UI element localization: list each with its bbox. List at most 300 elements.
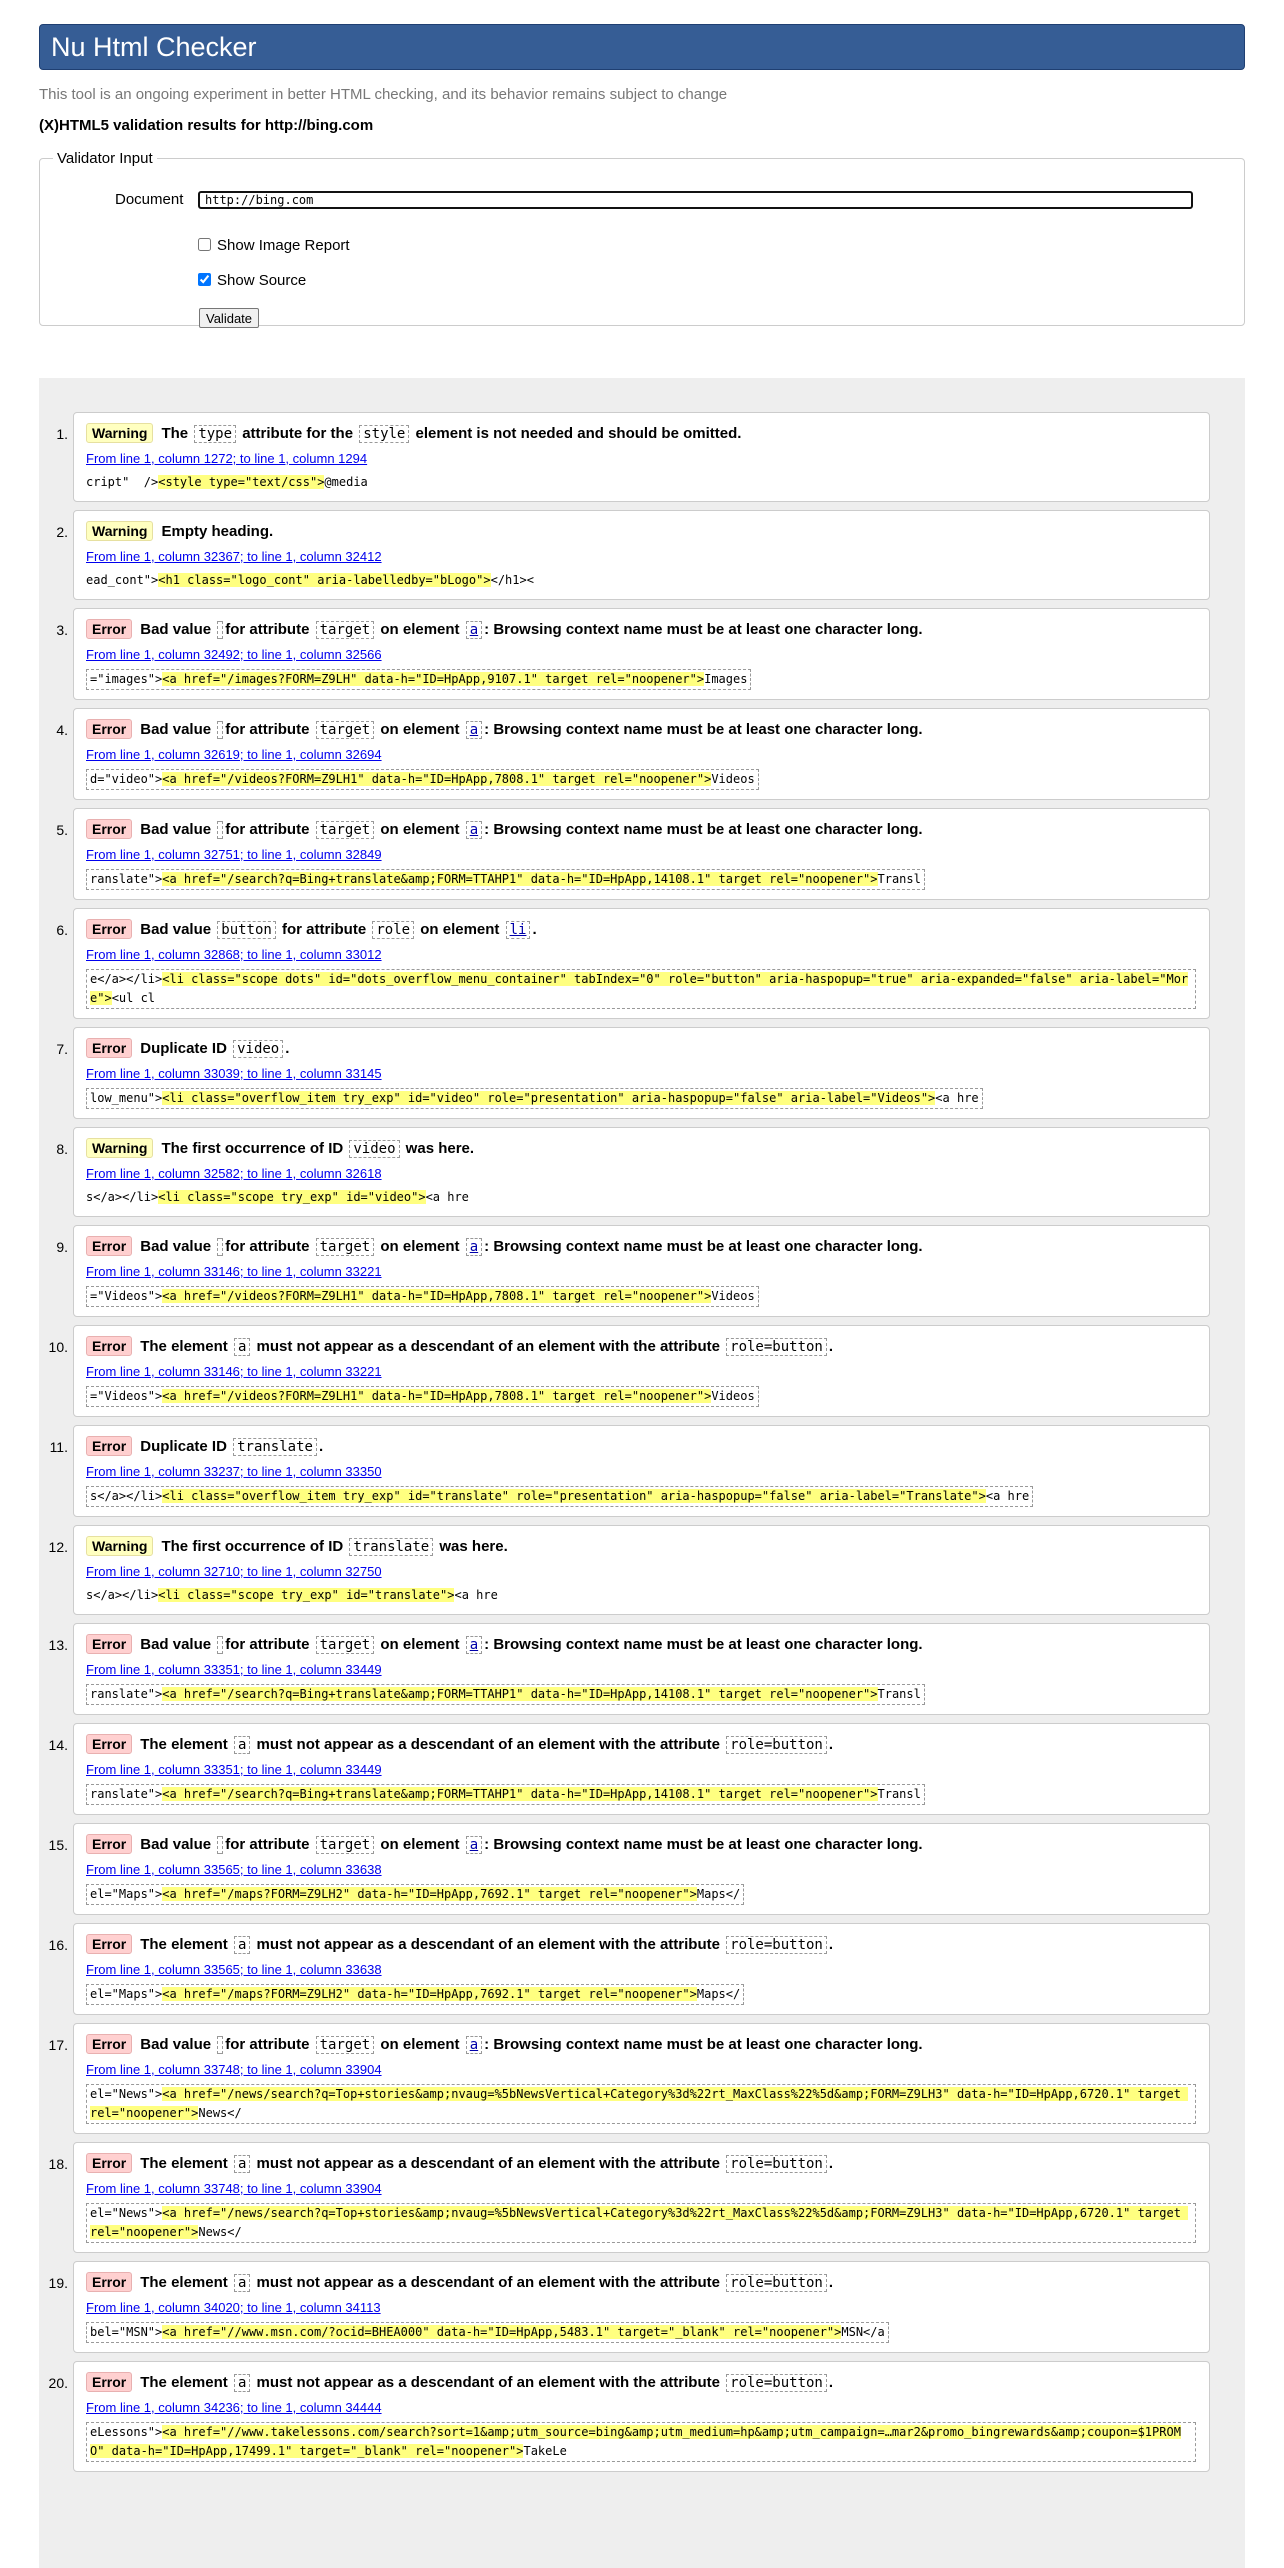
source-extract <box>86 571 534 590</box>
results-title: (X)HTML5 validation results for http://bing.com <box>39 117 374 134</box>
error-badge: Error <box>86 919 132 939</box>
source-extract <box>86 2203 1196 2243</box>
extract-context: ="images"> <box>90 672 163 686</box>
message-item <box>56 708 1210 800</box>
extract-highlight: <a href="/images?FORM=Z9LH" data-h="ID=HpApp,9107.1" target rel="noopener"> <box>162 672 705 686</box>
message-text-part: Duplicate ID <box>140 1040 232 1057</box>
source-extract <box>86 1784 925 1805</box>
message-item <box>56 908 1210 1019</box>
message-text-part: Bad value <box>140 1238 216 1255</box>
message-text-part: The first occurrence of ID <box>161 1538 348 1555</box>
source-location-link[interactable]: From line 1, column 32868; to line 1, column 33012 <box>86 947 382 962</box>
extract-highlight: <a href="//www.msn.com/?ocid=BHEA000" data-h="ID=HpApp,5483.1" target="_blank" rel="noopener"> <box>162 2325 842 2339</box>
message-text <box>86 1536 1196 1558</box>
element-spec-link[interactable]: a <box>466 621 482 639</box>
message-text-part: : Browsing context name must be at least one character long. <box>484 2036 923 2053</box>
validator-input-fieldset <box>39 150 1245 326</box>
message-text-part: for attribute <box>225 821 314 838</box>
code-token <box>217 1636 223 1654</box>
extract-context: Transl <box>877 872 921 886</box>
error-badge: Error <box>86 1734 132 1754</box>
element-spec-link[interactable]: a <box>466 1238 482 1256</box>
error-badge: Error <box>86 1336 132 1356</box>
message-text-part: was here. <box>401 1140 475 1157</box>
code-token: target <box>316 2036 375 2054</box>
extract-context: MSN</a <box>841 2325 885 2339</box>
message-text-part: must not appear as a descendant of an element with the attribute <box>252 1736 725 1753</box>
extract-context: el="News"> <box>90 2087 163 2101</box>
source-location-link[interactable]: From line 1, column 32751; to line 1, column 32849 <box>86 847 382 862</box>
message-text-part: The element <box>140 2374 232 2391</box>
message-number: 12. <box>48 1539 68 1555</box>
message-number: 10. <box>48 1339 68 1355</box>
document-url-input[interactable] <box>198 191 1193 209</box>
extract-context: <a hre <box>935 1091 979 1105</box>
message-text-part: The first occurrence of ID <box>161 1140 348 1157</box>
extract-context: s</a></li> <box>90 1489 163 1503</box>
message-text-part: The element <box>140 1936 232 1953</box>
code-token: role=button <box>726 2274 827 2292</box>
message-number: 2. <box>56 524 68 540</box>
extract-highlight: <a href="/news/search?q=Top+stories&amp;nvaug=%5bNewsVertical+Category%3d%22rt_MaxClass%22%5d&amp;FORM=Z9LH3" data-h="ID=HpApp,6720.1" target rel="noopener"> <box>90 2206 1189 2239</box>
message-text-part: Duplicate ID <box>140 1438 232 1455</box>
message-item <box>49 1425 1210 1517</box>
code-token: video <box>349 1140 399 1158</box>
code-token: target <box>316 821 375 839</box>
extract-context: ead_cont"> <box>86 573 159 587</box>
message-text-part: on element <box>376 1836 464 1853</box>
show-source-label: Show Source <box>217 272 307 289</box>
message-text-part: Bad value <box>140 1836 216 1853</box>
message-text-part: must not appear as a descendant of an element with the attribute <box>252 2274 725 2291</box>
message-text <box>86 2153 1196 2175</box>
extract-highlight: <a href="/videos?FORM=Z9LH1" data-h="ID=HpApp,7808.1" target rel="noopener"> <box>162 772 712 786</box>
extract-context: ="Videos"> <box>90 1289 163 1303</box>
extract-context: <a hre <box>425 1190 469 1204</box>
message-text <box>86 1138 1196 1160</box>
message-text <box>86 1236 1196 1258</box>
error-badge: Error <box>86 2372 132 2392</box>
extract-context: <ul cl <box>111 991 156 1005</box>
message-text-part: Bad value <box>140 921 216 938</box>
element-spec-link[interactable]: a <box>466 821 482 839</box>
source-location-link[interactable]: From line 1, column 33146; to line 1, column 33221 <box>86 1364 382 1379</box>
code-token: a <box>234 1736 250 1754</box>
message-text <box>86 1634 1196 1656</box>
code-token: target <box>316 1238 375 1256</box>
extract-context: Transl <box>877 1787 921 1801</box>
message-text-part: . <box>318 1438 324 1455</box>
element-spec-link[interactable]: a <box>466 2036 482 2054</box>
page-title: Nu Html Checker <box>51 32 257 62</box>
message-text-part: The element <box>140 2274 232 2291</box>
code-token <box>217 821 223 839</box>
source-extract <box>86 1486 1033 1507</box>
source-location-link[interactable]: From line 1, column 33039; to line 1, column 33145 <box>86 1066 382 1081</box>
message-number: 3. <box>56 622 68 638</box>
message-number: 16. <box>48 1937 68 1953</box>
message-item <box>48 2142 1210 2253</box>
message-text-part: was here. <box>435 1538 508 1555</box>
message-text-part: : Browsing context name must be at least one character long. <box>484 1238 923 1255</box>
message-item <box>48 1525 1210 1615</box>
extract-highlight: <style type="text/css"> <box>158 475 325 489</box>
error-badge: Error <box>86 1436 132 1456</box>
message-text-part: attribute for the <box>238 425 358 442</box>
code-token <box>217 1238 223 1256</box>
source-extract <box>86 2322 889 2343</box>
message-number: 17. <box>48 2037 68 2053</box>
message-text-part: The element <box>140 2155 232 2172</box>
warning-badge: Warning <box>86 423 153 443</box>
message-text <box>86 2272 1196 2294</box>
extract-context: TakeLe <box>523 2444 567 2458</box>
code-token: target <box>316 621 375 639</box>
message-number: 8. <box>56 1141 68 1157</box>
message-text-part: for attribute <box>225 1836 314 1853</box>
source-extract <box>86 1586 498 1605</box>
message-item <box>56 608 1210 700</box>
extract-context: Videos <box>711 1289 755 1303</box>
message-text-part: for attribute <box>225 621 314 638</box>
message-text-part: The <box>161 425 193 442</box>
source-location-link[interactable]: From line 1, column 32710; to line 1, column 32750 <box>86 1564 382 1579</box>
element-spec-link[interactable]: a <box>466 721 482 739</box>
extract-context: ="Videos"> <box>90 1389 163 1403</box>
message-text-part: : Browsing context name must be at least one character long. <box>484 1836 923 1853</box>
message-number: 19. <box>48 2275 68 2291</box>
message-text-part: for attribute <box>225 1636 314 1653</box>
message-text-part: Empty heading. <box>161 523 274 540</box>
extract-highlight: <a href="/maps?FORM=Z9LH2" data-h="ID=HpApp,7692.1" target rel="noopener"> <box>162 1887 697 1901</box>
message-text <box>86 719 1196 741</box>
code-token <box>217 621 223 639</box>
source-location-link[interactable]: From line 1, column 33565; to line 1, column 33638 <box>86 1962 382 1977</box>
message-text-part: : Browsing context name must be at least one character long. <box>484 721 923 738</box>
source-extract <box>86 969 1196 1009</box>
source-extract <box>86 2084 1196 2124</box>
error-badge: Error <box>86 1834 132 1854</box>
extract-context: e</a></li> <box>90 972 163 986</box>
code-token: target <box>316 1836 375 1854</box>
extract-context: News</ <box>198 2225 242 2239</box>
warning-badge: Warning <box>86 521 153 541</box>
extract-highlight: <a href="/videos?FORM=Z9LH1" data-h="ID=HpApp,7808.1" target rel="noopener"> <box>162 1389 712 1403</box>
code-token: target <box>316 1636 375 1654</box>
message-text-part: : Browsing context name must be at least one character long. <box>484 821 923 838</box>
message-text-part: Bad value <box>140 621 216 638</box>
warning-badge: Warning <box>86 1536 153 1556</box>
source-location-link[interactable]: From line 1, column 34020; to line 1, column 34113 <box>86 2300 381 2315</box>
show-image-report-option[interactable] <box>198 237 350 254</box>
error-badge: Error <box>86 2272 132 2292</box>
extract-context: d="video"> <box>90 772 163 786</box>
message-text <box>86 1336 1196 1358</box>
extract-context: News</ <box>198 2106 242 2120</box>
extract-context: <a hre <box>454 1588 498 1602</box>
extract-highlight: <li class="scope try_exp" id="video"> <box>158 1190 426 1204</box>
warning-badge: Warning <box>86 1138 153 1158</box>
code-token: role=button <box>726 1736 827 1754</box>
message-text-part: . <box>828 2155 834 2172</box>
code-token: role <box>372 921 414 939</box>
message-item <box>48 2023 1210 2134</box>
message-text-part: . <box>828 1736 834 1753</box>
source-location-link[interactable]: From line 1, column 32492; to line 1, column 32566 <box>86 647 382 662</box>
message-text-part: on element <box>376 1636 464 1653</box>
extract-context: Videos <box>711 772 755 786</box>
message-text-part: Bad value <box>140 2036 216 2053</box>
message-number: 7. <box>56 1041 68 1057</box>
message-text-part: for attribute <box>277 921 371 938</box>
show-source-option[interactable] <box>198 272 306 289</box>
source-extract <box>86 1088 983 1109</box>
extract-highlight: <li class="overflow_item try_exp" id="translate" role="presentation" aria-haspopup="false" aria-label="Translate"> <box>162 1489 986 1503</box>
message-text-part: . <box>828 2274 834 2291</box>
extract-context: s</a></li> <box>86 1190 159 1204</box>
error-badge: Error <box>86 819 132 839</box>
source-extract <box>86 1286 759 1307</box>
error-badge: Error <box>86 1934 132 1954</box>
message-number: 18. <box>48 2156 68 2172</box>
message-item <box>48 1723 1210 1815</box>
source-extract <box>86 1684 925 1705</box>
error-badge: Error <box>86 1634 132 1654</box>
message-item <box>56 1225 1210 1317</box>
message-text-part: The element <box>140 1736 232 1753</box>
extract-context: <a hre <box>985 1489 1030 1503</box>
extract-context: @media <box>324 475 368 489</box>
extract-context: cript" /> <box>86 475 159 489</box>
message-item <box>56 412 1210 502</box>
element-spec-link[interactable]: a <box>466 1636 482 1654</box>
source-extract <box>86 1984 744 2005</box>
message-text-part: must not appear as a descendant of an element with the attribute <box>252 2374 725 2391</box>
extract-context: eLessons"> <box>90 2425 163 2439</box>
message-number: 1. <box>56 426 68 442</box>
show-source-checkbox[interactable] <box>198 273 211 286</box>
extract-context: Maps</ <box>696 1887 741 1901</box>
message-number: 4. <box>56 722 68 738</box>
extract-highlight: <a href="//www.takelessons.com/search?sort=1&amp;utm_source=bing&amp;utm_medium=hp&amp;utm_campaign=…mar2&promo_bingrewards&amp;coupon=$1PROMO" data-h="ID=HpApp,17499.1" target="_blank" rel="noopener"> <box>90 2425 1181 2458</box>
message-text-part: must not appear as a descendant of an element with the attribute <box>252 1338 725 1355</box>
message-text <box>86 521 1196 543</box>
message-item <box>48 1923 1210 2015</box>
code-token <box>217 2036 223 2054</box>
message-text-part: . <box>828 2374 834 2391</box>
code-token: button <box>217 921 276 939</box>
message-number: 11. <box>49 1439 68 1455</box>
message-text-part: Bad value <box>140 1636 216 1653</box>
message-text <box>86 1436 1196 1458</box>
message-text-part: must not appear as a descendant of an element with the attribute <box>252 1936 725 1953</box>
error-badge: Error <box>86 619 132 639</box>
message-text-part: : Browsing context name must be at least one character long. <box>484 621 923 638</box>
source-location-link[interactable]: From line 1, column 33237; to line 1, column 33350 <box>86 1464 382 1479</box>
source-location-link[interactable]: From line 1, column 32582; to line 1, column 32618 <box>86 1166 382 1181</box>
message-text <box>86 2034 1196 2056</box>
code-token: translate <box>233 1438 317 1456</box>
message-text <box>86 919 1196 941</box>
extract-highlight: <a href="/news/search?q=Top+stories&amp;nvaug=%5bNewsVertical+Category%3d%22rt_MaxClass%22%5d&amp;FORM=Z9LH3" data-h="ID=HpApp,6720.1" target rel="noopener"> <box>90 2087 1189 2120</box>
code-token: a <box>234 1936 250 1954</box>
source-extract <box>86 1386 759 1407</box>
message-text <box>86 423 1196 445</box>
message-text-part: on element <box>376 1238 464 1255</box>
message-item <box>56 510 1210 600</box>
message-number: 9. <box>56 1239 68 1255</box>
message-text <box>86 619 1196 641</box>
element-spec-link[interactable]: a <box>466 1836 482 1854</box>
message-text-part: on element <box>376 2036 464 2053</box>
extract-context: ranslate"> <box>90 1787 163 1801</box>
source-location-link[interactable]: From line 1, column 33748; to line 1, column 33904 <box>86 2062 382 2077</box>
code-token: target <box>316 721 375 739</box>
code-token: type <box>194 425 236 443</box>
extract-context: Transl <box>877 1687 921 1701</box>
message-text-part: Bad value <box>140 821 216 838</box>
extract-highlight: <a href="/search?q=Bing+translate&amp;FORM=TTAHP1" data-h="ID=HpApp,14108.1" target rel="noopener"> <box>162 1687 878 1701</box>
message-number: 5. <box>56 822 68 838</box>
source-location-link[interactable]: From line 1, column 1272; to line 1, column 1294 <box>86 451 368 466</box>
source-location-link[interactable]: From line 1, column 33351; to line 1, column 33449 <box>86 1662 382 1677</box>
message-number: 20. <box>48 2375 68 2391</box>
message-text-part: element is not needed and should be omitted. <box>411 425 742 442</box>
message-number: 15. <box>48 1837 68 1853</box>
message-text-part: on element <box>376 821 464 838</box>
error-badge: Error <box>86 2034 132 2054</box>
extract-highlight: <h1 class="logo_cont" aria-labelledby="bLogo"> <box>158 573 491 587</box>
header-bar <box>39 24 1245 70</box>
extract-context: el="Maps"> <box>90 1887 163 1901</box>
extract-context: Images <box>704 672 748 686</box>
code-token: role=button <box>726 2374 827 2392</box>
source-location-link[interactable]: From line 1, column 32619; to line 1, column 32694 <box>86 747 382 762</box>
extract-highlight: <a href="/search?q=Bing+translate&amp;FORM=TTAHP1" data-h="ID=HpApp,14108.1" target rel="noopener"> <box>162 872 878 886</box>
message-text-part: must not appear as a descendant of an element with the attribute <box>252 2155 725 2172</box>
code-token: translate <box>349 1538 433 1556</box>
message-text-part: for attribute <box>225 1238 314 1255</box>
validator-input-legend: Validator Input <box>57 150 153 167</box>
message-text <box>86 2372 1196 2394</box>
message-item <box>48 2261 1210 2353</box>
message-item <box>48 1325 1210 1417</box>
message-number: 14. <box>48 1737 68 1753</box>
source-location-link[interactable]: From line 1, column 33565; to line 1, column 33638 <box>86 1862 382 1877</box>
code-token: role=button <box>726 1936 827 1954</box>
show-image-report-checkbox[interactable] <box>198 238 211 251</box>
message-text <box>86 1834 1196 1856</box>
extract-context: s</a></li> <box>86 1588 159 1602</box>
extract-highlight: <a href="/maps?FORM=Z9LH2" data-h="ID=HpApp,7692.1" target rel="noopener"> <box>162 1987 697 2001</box>
code-token: a <box>234 2155 250 2173</box>
code-token: a <box>234 2274 250 2292</box>
results-panel <box>39 378 1245 2568</box>
source-location-link[interactable]: From line 1, column 34236; to line 1, column 34444 <box>86 2400 382 2415</box>
intro-text: This tool is an ongoing experiment in better HTML checking, and its behavior remains subject to change <box>39 86 728 103</box>
element-spec-link[interactable]: li <box>506 921 531 939</box>
message-item <box>48 1623 1210 1715</box>
code-token: a <box>234 2374 250 2392</box>
source-location-link[interactable]: From line 1, column 32367; to line 1, column 32412 <box>86 549 382 564</box>
message-text-part: for attribute <box>225 721 314 738</box>
message-item <box>56 1027 1210 1119</box>
message-text-part: . <box>828 1338 834 1355</box>
extract-highlight: <li class="scope dots" id="dots_overflow_menu_container" tabIndex="0" role="button" aria-haspopup="true" aria-expanded="false" aria-label="More"> <box>90 972 1189 1005</box>
error-badge: Error <box>86 1038 132 1058</box>
extract-highlight: <li class="scope try_exp" id="translate"> <box>158 1588 455 1602</box>
extract-context: low_menu"> <box>90 1091 163 1105</box>
source-extract <box>86 1188 469 1207</box>
code-token: style <box>359 425 409 443</box>
extract-context: el="News"> <box>90 2206 163 2220</box>
validate-button[interactable]: Validate <box>199 308 259 328</box>
error-badge: Error <box>86 1236 132 1256</box>
source-extract <box>86 473 368 492</box>
message-item <box>48 2361 1210 2472</box>
message-text-part: . <box>285 1040 290 1057</box>
message-text <box>86 1038 1196 1060</box>
extract-highlight: <a href="/search?q=Bing+translate&amp;FORM=TTAHP1" data-h="ID=HpApp,14108.1" target rel="noopener"> <box>162 1787 878 1801</box>
source-location-link[interactable]: From line 1, column 33748; to line 1, column 33904 <box>86 2181 382 2196</box>
message-text-part: . <box>828 1936 834 1953</box>
code-token: video <box>233 1040 283 1058</box>
extract-highlight: <a href="/videos?FORM=Z9LH1" data-h="ID=HpApp,7808.1" target rel="noopener"> <box>162 1289 712 1303</box>
source-extract <box>86 869 925 890</box>
extract-context: ranslate"> <box>90 872 163 886</box>
message-text <box>86 1934 1196 1956</box>
code-token: a <box>234 1338 250 1356</box>
error-badge: Error <box>86 2153 132 2173</box>
extract-context: bel="MSN"> <box>90 2325 163 2339</box>
source-extract <box>86 1884 744 1905</box>
message-number: 6. <box>56 922 68 938</box>
document-label: Document <box>115 191 184 208</box>
message-text <box>86 819 1196 841</box>
message-text <box>86 1734 1196 1756</box>
message-text-part: on element <box>376 621 464 638</box>
extract-context: </h1>< <box>490 573 534 587</box>
source-location-link[interactable]: From line 1, column 33351; to line 1, column 33449 <box>86 1762 382 1777</box>
show-image-report-label: Show Image Report <box>217 237 350 254</box>
message-item <box>48 1823 1210 1915</box>
message-text-part: The element <box>140 1338 232 1355</box>
code-token <box>217 1836 223 1854</box>
code-token: role=button <box>726 2155 827 2173</box>
message-text-part: : Browsing context name must be at least one character long. <box>484 1636 923 1653</box>
source-location-link[interactable]: From line 1, column 33146; to line 1, column 33221 <box>86 1264 382 1279</box>
source-extract <box>86 2422 1196 2462</box>
extract-context: Videos <box>711 1389 755 1403</box>
error-badge: Error <box>86 719 132 739</box>
code-token: role=button <box>726 1338 827 1356</box>
message-item <box>56 1127 1210 1217</box>
message-list <box>48 412 1210 2480</box>
extract-context: Maps</ <box>696 1987 741 2001</box>
extract-highlight: <li class="overflow_item try_exp" id="video" role="presentation" aria-haspopup="false" aria-label="Videos"> <box>162 1091 936 1105</box>
message-text-part: Bad value <box>140 721 216 738</box>
message-text-part: on element <box>376 721 464 738</box>
extract-context: el="Maps"> <box>90 1987 163 2001</box>
message-item <box>56 808 1210 900</box>
source-extract <box>86 669 751 690</box>
source-extract <box>86 769 759 790</box>
extract-context: ranslate"> <box>90 1687 163 1701</box>
message-number: 13. <box>48 1637 68 1653</box>
code-token <box>217 721 223 739</box>
message-text-part: . <box>532 921 537 938</box>
message-text-part: for attribute <box>225 2036 314 2053</box>
